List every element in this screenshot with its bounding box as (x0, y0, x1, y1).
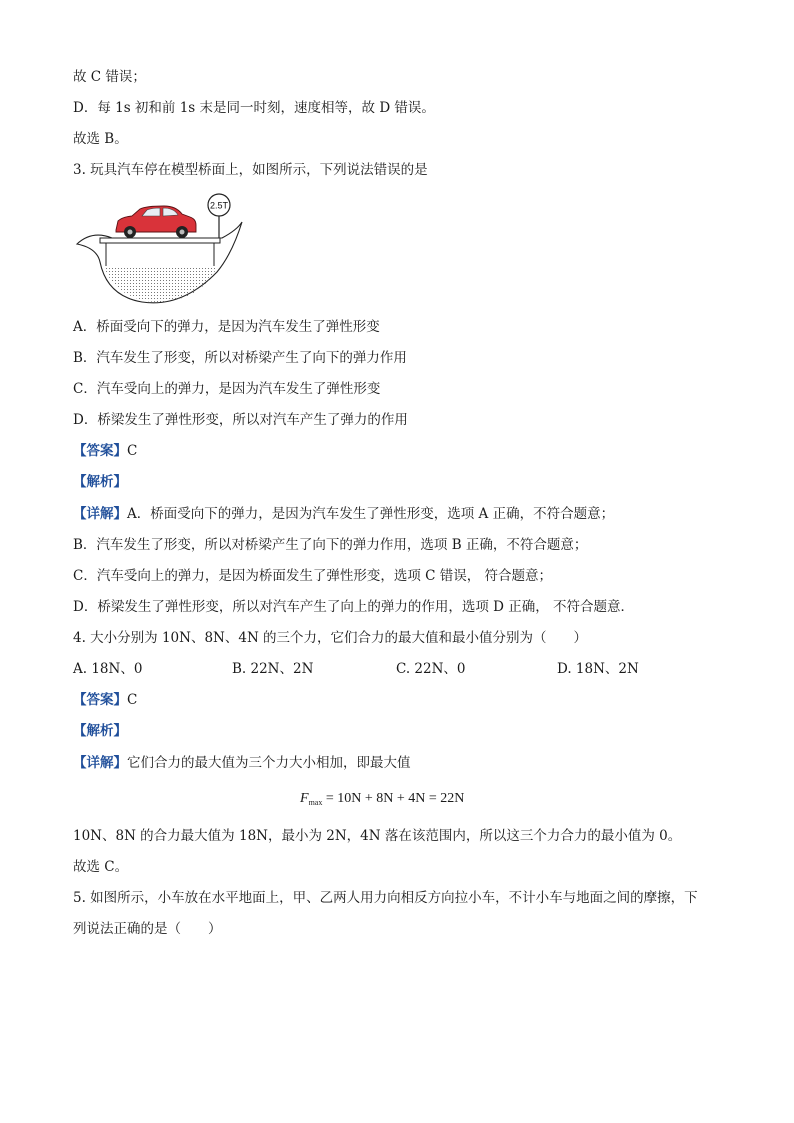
detail-line (73, 754, 411, 772)
question-3: 3. 玩具汽车停在模型桥面上，如图所示，下列说法错误的是 (73, 162, 428, 178)
answer-tag: 【答案】 (73, 692, 127, 708)
analysis-tag: 【解析】 (73, 723, 127, 739)
text-line: D．桥梁发生了弹性形变，所以对汽车产生了向上的弹力的作用，选项 D 正确， 不符合题意． (73, 599, 635, 615)
text-line: C．汽车受向上的弹力，是因为桥面发生了弹性形变，选项 C 错误， 符合题意； (73, 568, 553, 584)
detail-line (73, 505, 614, 523)
detail-tag: 【详解】 (73, 755, 127, 771)
detail-tag: 【详解】 (73, 506, 127, 522)
option-b: B．汽车发生了形变，所以对桥梁产生了向下的弹力作用 (73, 350, 407, 366)
option-a: A．桥面受向下的弹力，是因为汽车发生了弹性形变 (73, 319, 380, 335)
answer-line (73, 442, 137, 460)
option-d: D．桥梁发生了弹性形变，所以对汽车产生了弹力的作用 (73, 412, 408, 428)
load-limit-sign-text: 2.5T (209, 200, 229, 211)
formula-subscript: max (308, 798, 323, 807)
answer-value: C (127, 692, 138, 708)
formula-symbol: F (300, 791, 309, 806)
text-line: 故 C 错误； (73, 69, 146, 85)
option-a: A. 18N、0 (73, 661, 143, 677)
text-line: D．每 1s 初和前 1s 末是同一时刻，速度相等，故 D 错误。 (73, 100, 435, 116)
answer-value: C (127, 443, 138, 459)
bridge-car-figure (72, 192, 247, 307)
answer-tag: 【答案】 (73, 443, 127, 459)
option-c: C. 22N、0 (396, 661, 466, 677)
detail-text: 它们合力的最大值为三个力大小相加，即最大值 (127, 755, 411, 771)
text-line: 故选 C。 (73, 859, 129, 875)
analysis-line (73, 473, 127, 491)
analysis-line (73, 722, 127, 740)
answer-line (73, 691, 137, 709)
text-line: B．汽车发生了形变，所以对桥梁产生了向下的弹力作用，选项 B 正确，不符合题意； (73, 537, 588, 553)
question-5: 5. 如图所示，小车放在水平地面上，甲、乙两人用力向相反方向拉小车，不计小车与地面之间的摩擦，下 (73, 890, 698, 906)
text-line: 10N、8N 的合力最大值为 18N，最小为 2N，4N 落在该范围内，所以这三个力合力的最小值为 0。 (73, 828, 682, 844)
option-c: C．汽车受向上的弹力，是因为汽车发生了弹性形变 (73, 381, 381, 397)
text-line: 故选 B。 (73, 131, 128, 147)
formula (300, 790, 464, 812)
question-5-cont: 列说法正确的是（ ） (73, 921, 222, 937)
detail-text: A．桥面受向下的弹力，是因为汽车发生了弹性形变，选项 A 正确，不符合题意； (127, 506, 615, 522)
option-b: B. 22N、2N (232, 661, 314, 677)
question-4: 4. 大小分别为 10N、8N、4N 的三个力，它们合力的最大值和最小值分别为（ ） (73, 630, 588, 646)
option-d: D. 18N、2N (557, 661, 639, 677)
analysis-tag: 【解析】 (73, 474, 127, 490)
formula-expression: = 10N + 8N + 4N = 22N (322, 791, 465, 806)
